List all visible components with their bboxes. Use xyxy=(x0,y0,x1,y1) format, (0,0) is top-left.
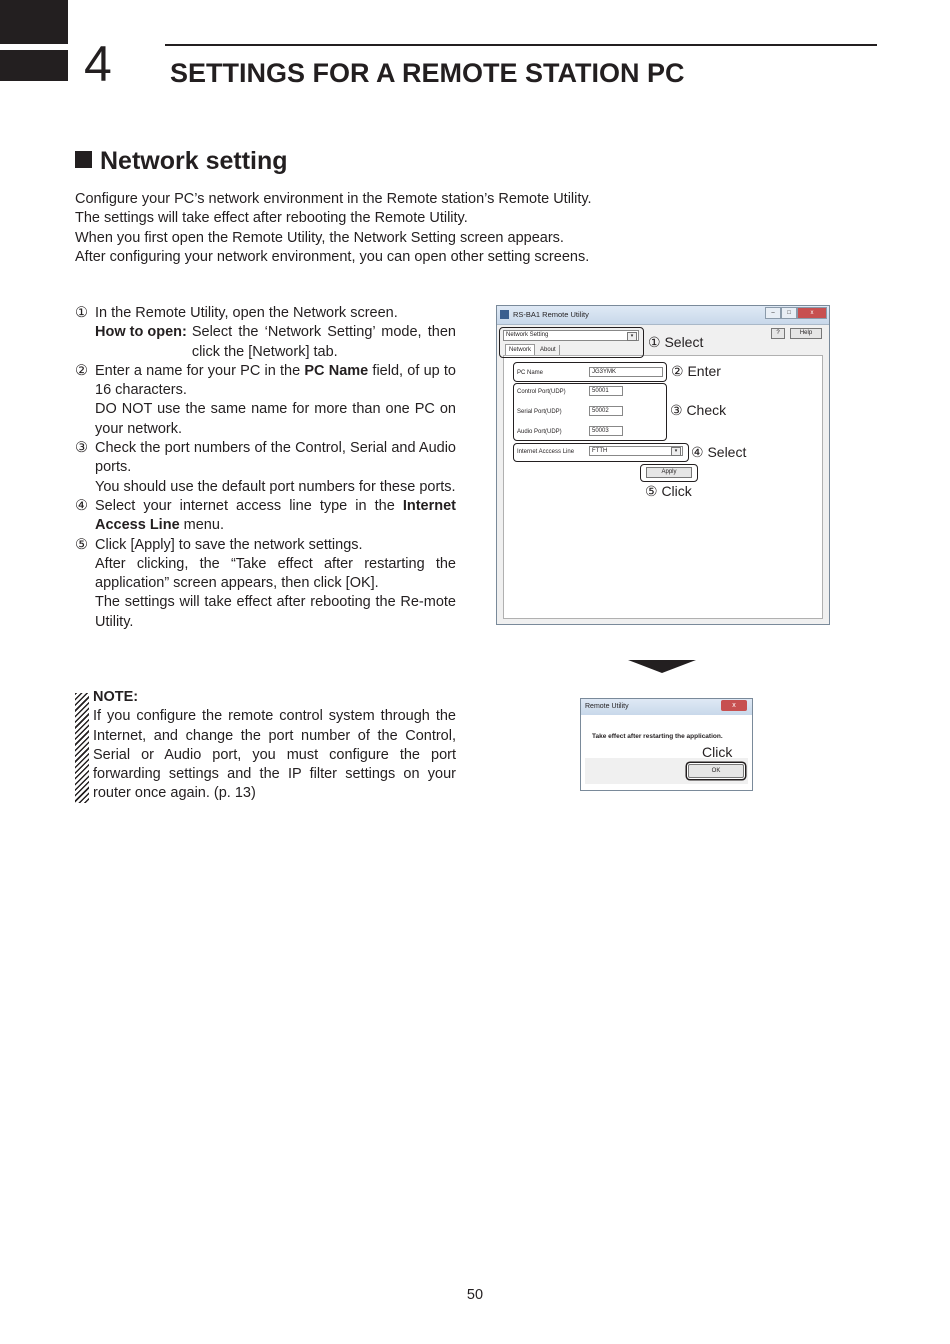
callout-box-2 xyxy=(513,362,667,382)
minimize-button[interactable]: – xyxy=(765,307,781,319)
callout-box-3 xyxy=(513,383,667,441)
serial-port-field[interactable]: 50002 xyxy=(589,406,623,416)
how-to-open xyxy=(95,323,456,362)
step-number: ③ xyxy=(75,440,88,457)
note-box xyxy=(75,688,456,804)
down-arrow-icon xyxy=(628,660,696,673)
control-port-field[interactable]: 50001 xyxy=(589,386,623,396)
callout-select-4: ④ Select xyxy=(691,444,747,460)
section-title-text: Network setting xyxy=(100,147,288,175)
chapter-tab-bottom xyxy=(0,50,68,81)
note-title: NOTE: xyxy=(93,689,139,705)
header-rule xyxy=(165,44,877,46)
note-text: If you configure the remote control system through the Internet, and change the port number of the Control, Serial or Audio port, you must configure the port forwarding settings and the IP filter settings on your router once again. (p. 13) xyxy=(93,708,456,802)
audio-port-field[interactable]: 50003 xyxy=(589,426,623,436)
window-titlebar xyxy=(497,306,829,325)
page-number: 50 xyxy=(466,1287,484,1303)
chapter-number: 4 xyxy=(84,36,112,92)
tab-network[interactable]: Network xyxy=(505,344,535,355)
step-4 xyxy=(75,497,456,536)
step-text xyxy=(95,497,456,536)
tab-about[interactable]: About xyxy=(537,345,560,355)
note-stripe-icon xyxy=(75,693,89,803)
callout-select-1: ① Select xyxy=(648,334,704,350)
help-question-button[interactable]: ? xyxy=(771,328,785,339)
section-title xyxy=(75,145,288,177)
intro-line: Configure your PC’s network environment in the Remote station’s Remote Utility. xyxy=(75,191,592,207)
chapter-tab-top xyxy=(0,0,68,44)
app-icon xyxy=(500,310,509,319)
ok-button[interactable]: OK xyxy=(688,764,744,778)
step-text-pre: Enter a name for your PC in the xyxy=(95,362,305,379)
how-to-text: Select the ‘Network Setting’ mode, then click the [Network] tab. xyxy=(191,324,456,360)
step-text: In the Remote Utility, open the Network screen. xyxy=(95,305,398,321)
step-text: Click [Apply] to save the network settings. xyxy=(95,536,363,553)
step-2 xyxy=(75,362,456,439)
apply-button[interactable]: Apply xyxy=(646,467,692,478)
callout-box-5 xyxy=(640,464,698,482)
audio-port-label: Audio Port(UDP) xyxy=(517,429,562,435)
step-extra: DO NOT use the same name for more than one PC on your network. xyxy=(95,401,456,437)
step-text xyxy=(95,362,456,401)
dialog-message: Take effect after restarting the application. xyxy=(592,733,723,740)
step-1 xyxy=(75,304,456,362)
callout-enter: ② Enter xyxy=(671,363,721,379)
intro-line: After configuring your network environment, you can open other setting screens. xyxy=(75,248,590,265)
serial-port-label: Serial Port(UDP) xyxy=(517,409,562,415)
callout-click: ⑤ Click xyxy=(645,483,692,499)
pc-name-field[interactable]: JG3YMK xyxy=(589,367,663,377)
step-5 xyxy=(75,536,456,632)
step-text: Check the port numbers of the Control, Serial and Audio ports. xyxy=(95,440,456,476)
step-text-post: menu. xyxy=(179,517,224,534)
control-port-label: Control Port(UDP) xyxy=(517,389,566,395)
step-number: ② xyxy=(75,362,88,379)
mode-select-value: Network Setting xyxy=(506,332,549,338)
step-extra: After clicking, the “Take effect after restarting the application” screen appears, then click [OK]. xyxy=(95,555,456,592)
dropdown-arrow-icon: ▾ xyxy=(671,447,681,456)
dialog-click-label: Click xyxy=(702,744,733,760)
section-square-icon xyxy=(75,151,92,168)
steps-list xyxy=(75,304,456,632)
step-number: ① xyxy=(75,305,88,321)
step-number: ④ xyxy=(75,497,88,514)
dialog-title: Remote Utility xyxy=(585,703,629,710)
step-3 xyxy=(75,439,456,497)
how-to-label: How to open: xyxy=(95,324,187,341)
help-button[interactable]: Help xyxy=(790,328,822,339)
step-text-post: field, of up to 16 characters. xyxy=(95,362,456,399)
dialog-titlebar xyxy=(581,699,752,715)
callout-box-4 xyxy=(513,443,689,462)
step-text-bold: Internet Access Line xyxy=(95,497,456,534)
close-button[interactable]: x xyxy=(797,307,827,319)
internet-line-value: FTTH xyxy=(592,448,608,454)
maximize-button[interactable]: □ xyxy=(781,307,797,319)
callout-box-1 xyxy=(499,327,644,358)
intro-paragraph xyxy=(75,190,675,267)
step-text-pre: Select your internet access line type in the xyxy=(95,497,403,514)
window-title: RS-BA1 Remote Utility xyxy=(513,310,589,319)
step-number: ⑤ xyxy=(75,536,88,553)
step-extra: The settings will take effect after rebooting the Re-mote Utility. xyxy=(95,594,456,630)
intro-line: The settings will take effect after rebooting the Remote Utility. xyxy=(75,210,468,227)
pc-name-label: PC Name xyxy=(517,370,544,376)
step-extra: You should use the default port numbers for these ports. xyxy=(95,478,456,495)
chapter-title: SETTINGS FOR A REMOTE STATION PC xyxy=(170,58,685,88)
callout-check: ③ Check xyxy=(670,402,727,418)
step-text-bold: PC Name xyxy=(304,362,369,379)
intro-line: When you first open the Remote Utility, the Network Setting screen appears. xyxy=(75,229,564,246)
dialog-close-button[interactable]: x xyxy=(721,700,747,711)
dropdown-arrow-icon: ▾ xyxy=(627,332,637,341)
internet-line-label: Internet Acccess Line xyxy=(517,449,575,455)
